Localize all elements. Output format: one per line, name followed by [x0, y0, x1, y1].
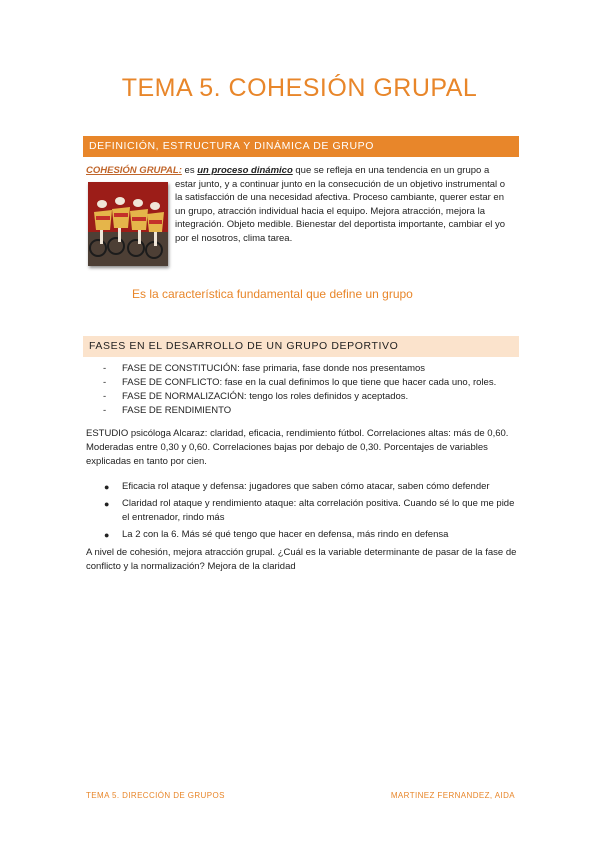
- finding-text: Claridad rol ataque y rendimiento ataque: alta correlación positiva. Cuando sé lo que me pide el entrenador, rindo más: [122, 498, 515, 523]
- finding-item: [103, 497, 523, 525]
- finding-item: [103, 480, 523, 494]
- definition-key-phrase: un proceso dinámico: [197, 165, 293, 176]
- phase-text: FASE DE RENDIMIENTO: [122, 405, 232, 416]
- phases-list: [103, 362, 496, 418]
- findings-list: [103, 480, 523, 545]
- study-paragraph: ESTUDIO psicóloga Alcaraz: claridad, eficacia, rendimiento fútbol. Correlaciones altas: más de 0,60. Moderadas entre 0,30 y 0,60. Correlaciones bajas por debajo de 0,30. Porcentajes de variables explicadas en tanto por cien.: [86, 428, 509, 467]
- phase-text: FASE DE CONSTITUCIÓN: fase primaria, fase donde nos presentamos: [122, 363, 426, 374]
- highlight-statement: Es la característica fundamental que define un grupo: [132, 287, 413, 301]
- definition-body: estar junto, y a continuar junto en la consecución de un objetivo instrumental o la satisfacción de una necesidad afectiva. Proceso cambiante, querer estar en un grupo, atracción individual hacia el equipo. Mejora atracción, mejora la integración. Objeto medible. Bienestar del deportista importante, cambiar el yo por el nosotros, clima tarea.: [175, 178, 506, 244]
- definition-first-line: [86, 164, 489, 178]
- phase-text: FASE DE CONFLICTO: fase en la cual definimos lo que tiene que hacer cada uno, roles.: [122, 377, 497, 388]
- cyclists-photo: [88, 182, 168, 266]
- bullet-icon: ●: [104, 482, 110, 492]
- definition-label: COHESIÓN GRUPAL:: [86, 165, 182, 176]
- definition-first-line-rest: que se refleja en una tendencia en un grupo a: [292, 165, 490, 176]
- phase-text: FASE DE NORMALIZACIÓN: tengo los roles definidos y aceptados.: [122, 391, 409, 402]
- footer-right: MARTINEZ FERNANDEZ, AIDA: [390, 791, 515, 800]
- bullet-icon: ●: [104, 499, 110, 509]
- finding-item: [103, 528, 523, 542]
- phase-item: - FASE DE CONSTITUCIÓN: fase primaria, fase donde nos presentamos: [103, 363, 426, 374]
- section-heading-fases: FASES EN EL DESARROLLO DE UN GRUPO DEPORTIVO: [83, 336, 519, 357]
- phase-item: - FASE DE CONFLICTO: fase en la cual definimos lo que tiene que hacer cada uno, roles.: [103, 377, 497, 388]
- phase-item: - FASE DE NORMALIZACIÓN: tengo los roles definidos y aceptados.: [103, 391, 409, 402]
- finding-text: La 2 con la 6. Más sé qué tengo que hacer en defensa, más rindo en defensa: [122, 529, 449, 540]
- finding-text: Eficacia rol ataque y defensa: jugadores que saben cómo atacar, saben cómo defender: [122, 481, 490, 492]
- section-heading-definicion: DEFINICIÓN, ESTRUCTURA Y DINÁMICA DE GRUPO: [83, 136, 519, 157]
- footer-left: TEMA 5. DIRECCIÓN DE GRUPOS: [86, 791, 225, 800]
- page-title: TEMA 5. COHESIÓN GRUPAL: [121, 74, 478, 102]
- phase-item: - FASE DE RENDIMIENTO: [103, 405, 232, 416]
- conclusion-paragraph: A nivel de cohesión, mejora atracción grupal. ¿Cuál es la variable determinante de pasar de la fase de conflicto y la normalización? Mejora de la claridad: [86, 547, 517, 572]
- bullet-icon: ●: [104, 530, 110, 540]
- definition-prefix: es: [181, 165, 198, 176]
